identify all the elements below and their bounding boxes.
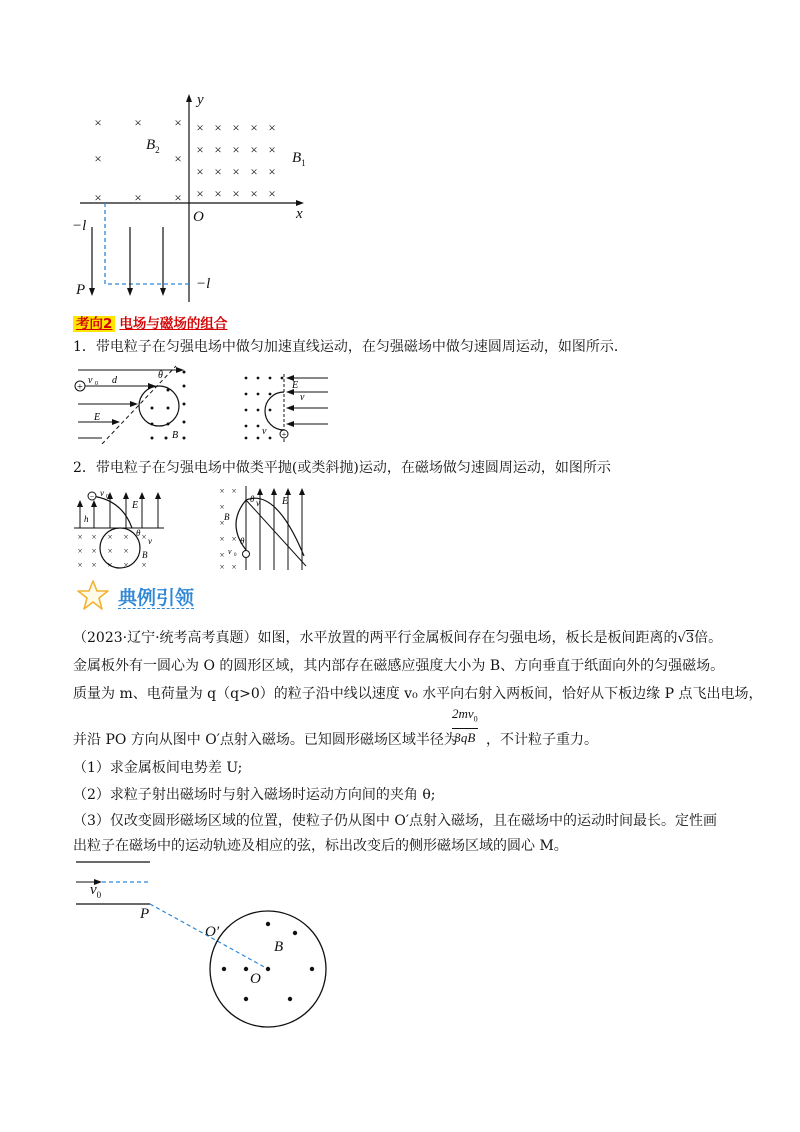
charge-plus: +	[77, 382, 83, 393]
question-2: （2）求粒子射出磁场时与射入磁场时运动方向间的夹角 θ;	[73, 787, 436, 803]
svg-text:B: B	[142, 550, 148, 560]
figure-oblique-projectile	[216, 484, 312, 572]
svg-text:v: v	[262, 426, 267, 437]
figure-projectile-then-circle	[72, 486, 167, 570]
svg-text:×: ×	[219, 502, 225, 512]
svg-text:×: ×	[107, 532, 113, 542]
problem-line-2: 金属板外有一圆心为 O 的圆形区域，其内部存在磁感应强度大小为 B、方向垂直于纸面向外的匀强磁场。	[73, 658, 725, 674]
svg-text:×: ×	[219, 534, 225, 544]
svg-text:−: −	[89, 492, 95, 501]
b2-crosses	[94, 115, 181, 205]
svg-text:×: ×	[214, 120, 222, 135]
b1-crosses	[196, 120, 275, 201]
svg-text:×: ×	[141, 560, 147, 570]
problem-line-3: 质量为 m、电荷量为 q（q>0）的粒子沿中线以速度 v₀ 水平向右射入两板间，恰好从下板边缘 P 点飞出电场，	[73, 686, 763, 702]
svg-text:×: ×	[174, 115, 182, 130]
svg-text:×: ×	[214, 142, 222, 157]
electric-field-arrows	[89, 227, 166, 296]
svg-text:×: ×	[123, 546, 129, 556]
x-axis-label: x	[296, 206, 303, 222]
svg-text:×: ×	[219, 550, 225, 560]
svg-text:v: v	[100, 488, 104, 498]
section-heading	[73, 312, 227, 332]
svg-text:×: ×	[196, 164, 204, 179]
svg-text:v: v	[256, 498, 260, 508]
p-label: P	[76, 282, 86, 298]
svg-text:×: ×	[214, 164, 222, 179]
svg-text:×: ×	[91, 560, 97, 570]
svg-text:×: ×	[123, 532, 129, 542]
svg-text:×: ×	[268, 164, 276, 179]
svg-text:×: ×	[141, 532, 147, 542]
svg-text:×: ×	[232, 142, 240, 157]
item-1-text: 1．带电粒子在匀强电场中做匀加速直线运动，在匀强磁场中做匀速圆周运动，如图所示．	[73, 339, 628, 355]
svg-text:B: B	[224, 512, 230, 522]
svg-text:×: ×	[250, 186, 258, 201]
svg-text:E: E	[292, 380, 299, 391]
svg-text:v: v	[88, 375, 93, 386]
figure-plates-circle-field	[70, 855, 360, 1030]
b-field-label: B	[274, 939, 284, 955]
problem-line-1: （2023·辽宁·统考高考真题）如图，水平放置的两平行金属板间存在匀强电场，板长是板间距离的√3倍。	[73, 630, 723, 646]
svg-text:×: ×	[196, 142, 204, 157]
svg-text:×: ×	[250, 142, 258, 157]
svg-text:×: ×	[250, 164, 258, 179]
figure-b1-b2-field	[60, 90, 320, 305]
center-o-label: O	[250, 971, 261, 987]
svg-text:×: ×	[134, 190, 142, 205]
svg-text:E: E	[282, 496, 289, 507]
svg-text:×: ×	[268, 120, 276, 135]
svg-text:×: ×	[219, 562, 225, 572]
magnetic-field-dots	[222, 922, 314, 1001]
svg-text:h: h	[84, 514, 89, 524]
svg-text:E: E	[94, 412, 101, 423]
svg-text:×: ×	[107, 546, 113, 556]
svg-text:θ: θ	[240, 536, 245, 546]
svg-text:B: B	[172, 430, 179, 441]
svg-text:×: ×	[250, 120, 258, 135]
svg-text:v: v	[148, 536, 152, 546]
y-axis-label: y	[197, 92, 204, 108]
svg-text:×: ×	[123, 560, 129, 570]
example-heading-underline	[118, 608, 194, 609]
svg-text:0: 0	[95, 381, 98, 387]
svg-text:×: ×	[214, 186, 222, 201]
question-3b: 出粒子在磁场中的运动轨迹及相应的弦，标出改变后的侧形磁场区域的圆心 M。	[73, 838, 568, 854]
svg-text:×: ×	[174, 151, 182, 166]
problem-line-4a: 并沿 PO 方向从图中 O′点射入磁场。已知圆形磁场区域半径为	[73, 732, 458, 748]
svg-text:×: ×	[231, 562, 237, 572]
svg-text:×: ×	[91, 546, 97, 556]
origin-label: O	[193, 209, 204, 225]
svg-text:×: ×	[174, 190, 182, 205]
question-1: （1）求金属板间电势差 U;	[73, 760, 243, 776]
b1-label: $B_1$	[292, 150, 306, 168]
svg-text:×: ×	[232, 164, 240, 179]
svg-text:×: ×	[107, 560, 113, 570]
svg-text:×: ×	[268, 186, 276, 201]
svg-text:×: ×	[91, 532, 97, 542]
svg-text:×: ×	[219, 518, 225, 528]
svg-text:0: 0	[234, 553, 237, 558]
o-prime-label: O′	[205, 924, 220, 940]
svg-text:×: ×	[232, 186, 240, 201]
problem-line-4b: ，不计粒子重力。	[486, 732, 598, 748]
svg-text:×: ×	[196, 120, 204, 135]
svg-text:d: d	[112, 375, 117, 386]
figure-decel-circle	[238, 372, 330, 444]
svg-text:×: ×	[196, 186, 204, 201]
svg-text:×: ×	[231, 486, 237, 496]
svg-text:0: 0	[106, 494, 109, 500]
b2-label: $B_2$	[146, 137, 160, 155]
svg-text:×: ×	[94, 151, 102, 166]
section-tag: 考向2	[73, 316, 115, 332]
svg-text:×: ×	[232, 120, 240, 135]
item-2-text: 2．带电粒子在匀强电场中做类平抛(或类斜抛)运动，在磁场做匀速圆周运动，如图所示	[73, 460, 611, 476]
svg-text:×: ×	[94, 190, 102, 205]
svg-text:×: ×	[268, 142, 276, 157]
svg-text:×: ×	[219, 486, 225, 496]
example-heading: 典例引领	[118, 587, 195, 609]
section-title: 电场与磁场的组合	[119, 316, 228, 332]
svg-text:×: ×	[134, 115, 142, 130]
svg-text:×: ×	[77, 546, 83, 556]
svg-text:θ: θ	[158, 370, 163, 381]
figure-accel-then-circle	[72, 364, 197, 444]
svg-text:E: E	[132, 500, 139, 511]
svg-text:v: v	[228, 547, 232, 556]
p-point-label: P	[140, 906, 150, 922]
svg-text:×: ×	[77, 560, 83, 570]
radius-fraction: $2mv_0$ 3qB	[452, 706, 478, 745]
question-3a: （3）仅改变圆形磁场区域的位置，使粒子仍从图中 O′点射入磁场，且在磁场中的运动时间最长。定性画	[73, 813, 718, 829]
svg-text:v: v	[300, 392, 305, 403]
svg-text:×: ×	[77, 532, 83, 542]
svg-text:×: ×	[94, 115, 102, 130]
v0-label: $v_0$	[90, 882, 102, 900]
svg-text:×: ×	[231, 534, 237, 544]
svg-text:+: +	[281, 430, 287, 439]
svg-text:θ: θ	[250, 494, 255, 504]
star-icon	[76, 579, 110, 611]
svg-text:θ: θ	[136, 528, 141, 538]
neg-l-left-label: −l	[72, 218, 87, 234]
neg-l-bottom-label: −l	[196, 276, 211, 292]
